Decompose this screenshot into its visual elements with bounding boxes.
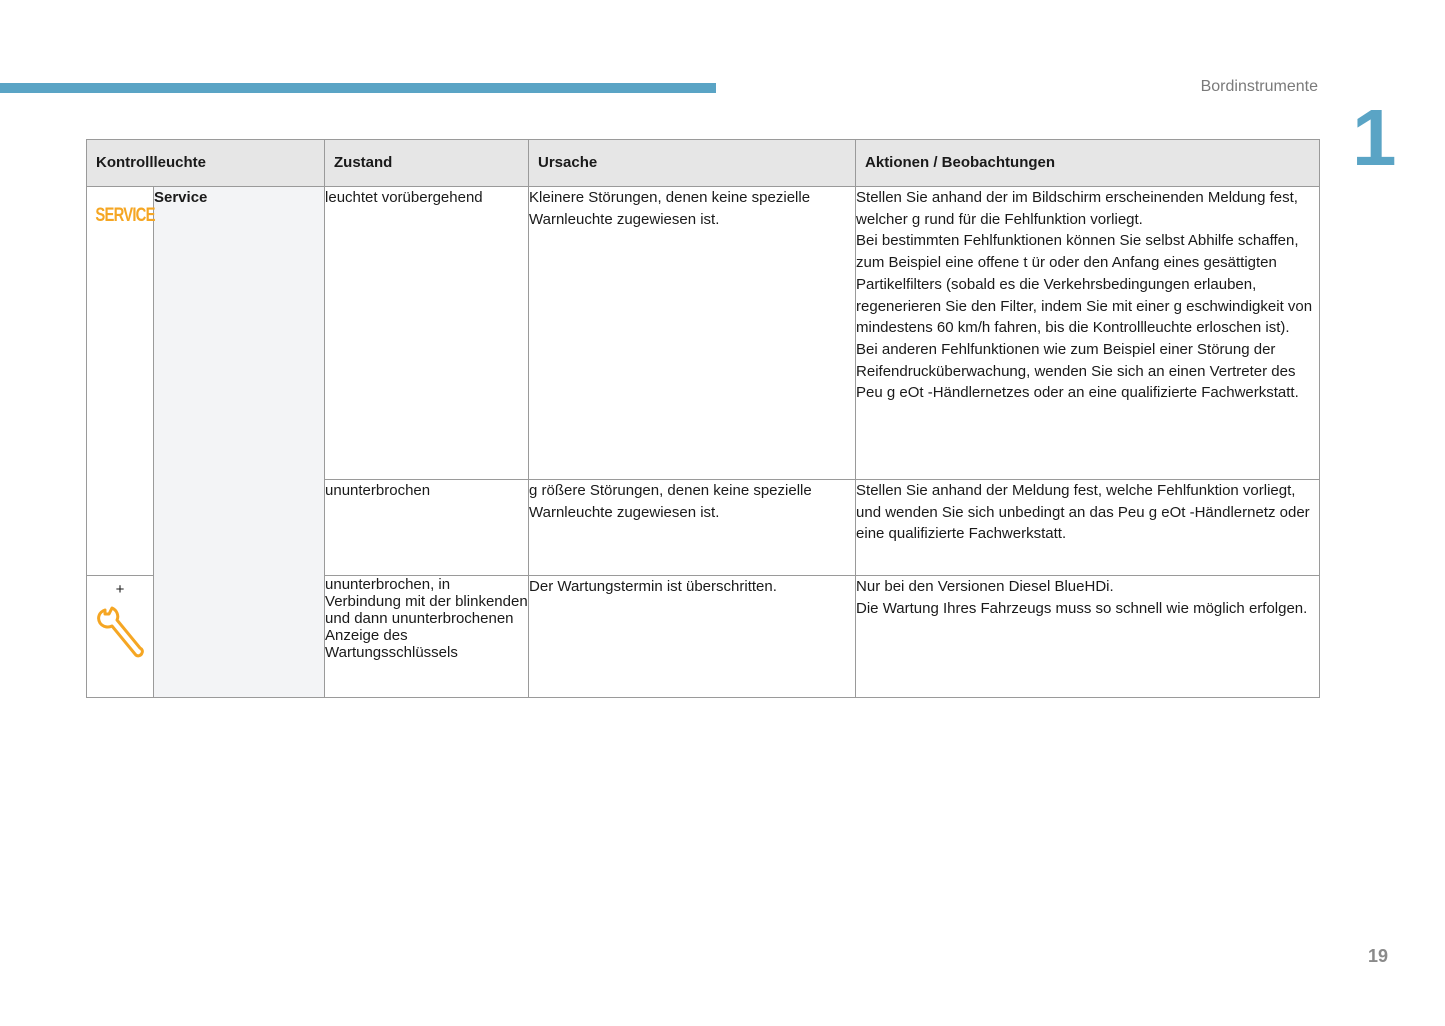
wrench-icon	[95, 604, 145, 660]
action-line: Stellen Sie anhand der Meldung fest, welche Fehlfunktion vorliegt, und wenden Sie sich unbedingt an das Peu g eOt -Händlernetz oder eine qualifizierte Fachwerkstatt.	[856, 482, 1310, 543]
actions-cell	[856, 480, 1320, 576]
warning-light-table	[86, 139, 1320, 698]
actions-cell	[856, 187, 1320, 480]
header-zustand: Zustand	[325, 140, 529, 187]
action-line: Bei anderen Fehlfunktionen wie zum Beispiel einer Störung der Reifendrucküberwachung, wenden Sie sich an einen Vertreter des Peu g eOt -Händlernetzes oder an eine qualifizierte Fachwerkstatt.	[856, 340, 1299, 402]
section-title: Bordinstrumente	[1200, 78, 1318, 95]
action-line: Stellen Sie anhand der im Bildschirm erscheinenden Meldung fest, welcher g rund für die Fehlfunktion vorliegt.	[856, 189, 1298, 228]
table-row	[87, 187, 1320, 480]
header-kontrollleuchte: Kontrollleuchte	[87, 140, 325, 187]
indicator-name: Service	[154, 187, 325, 698]
chapter-number: 1	[1352, 93, 1397, 182]
actions-cell	[856, 576, 1320, 698]
service-warning-icon: SERVICE	[95, 205, 155, 226]
action-line: Die Wartung Ihres Fahrzeugs muss so schnell wie möglich erfolgen.	[856, 599, 1308, 617]
state-cell: ununterbrochen	[325, 480, 529, 576]
cause-cell: Der Wartungstermin ist überschritten.	[529, 576, 856, 698]
service-icon-cell	[87, 187, 154, 576]
action-line: Bei bestimmten Fehlfunktionen können Sie selbst Abhilfe schaffen, zum Beispiel eine offene t ür oder den Anfang eines gesättigten Partikelfilters (sobald es die Verkehrsbedingungen erlauben, regenerieren Sie den Filter, indem Sie mit einer g eschwindigkeit von mindestens 60 km/h fahren, bis die Kontrollleuchte erloschen ist).	[856, 232, 1313, 337]
plus-sign: +	[115, 581, 125, 598]
state-cell: ununterbrochen, in Verbindung mit der blinkenden und dann ununterbrochenen Anzeige des Wartungsschlüssels	[325, 576, 529, 698]
header-ursache: Ursache	[529, 140, 856, 187]
table-header-row	[87, 140, 1320, 187]
action-line: Nur bei den Versionen Diesel BlueHDi.	[856, 578, 1114, 595]
top-accent-bar	[0, 83, 716, 93]
cause-cell: g rößere Störungen, denen keine spezielle Warnleuchte zugewiesen ist.	[529, 480, 856, 576]
page-number: 19	[1368, 946, 1389, 966]
cause-cell: Kleinere Störungen, denen keine spezielle Warnleuchte zugewiesen ist.	[529, 187, 856, 480]
header-aktionen: Aktionen / Beobachtungen	[856, 140, 1320, 187]
state-cell: leuchtet vorübergehend	[325, 187, 529, 480]
wrench-icon-cell	[87, 576, 154, 698]
